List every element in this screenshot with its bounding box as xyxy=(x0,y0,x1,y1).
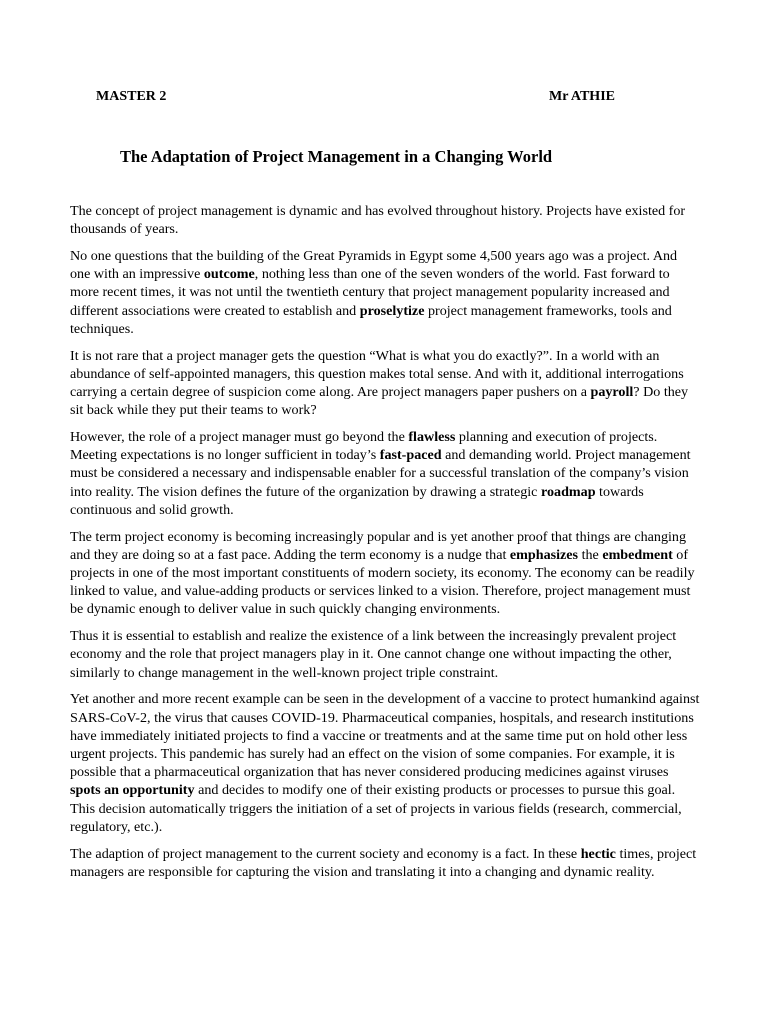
paragraph-text: The adaption of project management to the current society and economy is a fact. In these xyxy=(70,845,581,862)
emphasized-term: payroll xyxy=(590,384,634,401)
paragraph-text: It is not rare that a project manager gets the question “What is what you do exactly?”. In a world with an abundance of self-appointed managers, this question makes total sense. And with it, additional interrogations carrying a certain degree of suspicion come along. Are project managers paper pushers on a xyxy=(70,347,684,401)
paragraph xyxy=(70,202,700,238)
header-author: Mr ATHIE xyxy=(549,89,615,104)
emphasized-term: flawless xyxy=(408,429,456,446)
header-course: MASTER 2 xyxy=(96,89,167,104)
emphasized-term: roadmap xyxy=(540,483,596,500)
emphasized-term: hectic xyxy=(580,845,616,862)
paragraph-text: of projects in one of the most important constituents of modern society, its economy. The economy can be readily linked to value, and value-adding products or services linked to a vision. Therefore, project management must be dynamic enough to deliver value in such quickly changing environments. xyxy=(70,546,695,618)
paragraph-text: Yet another and more recent example can be seen in the development of a vaccine to protect humankind against SARS-CoV-2, the virus that causes COVID-19. Pharmaceutical companies, hospitals, and research institutions have immediately initiated projects to find a vaccine or treatments and at the same time put on hold other less urgent projects. This pandemic has surely had an effect on the vision of some companies. For example, it is possible that a pharmaceutical organization that has never considered producing medicines against viruses xyxy=(70,691,700,781)
emphasized-term: emphasizes xyxy=(509,546,579,563)
paragraph xyxy=(70,247,700,338)
paragraph-text: and demanding world. Project management must be considered a necessary and indispensable enabler for a successful translation of the company’s vision into reality. The vision defines the future of the organization by drawing a strategic xyxy=(70,447,691,500)
paragraph-text: planning and execution of projects. Meeting expectations is no longer sufficient in today’s xyxy=(70,429,658,464)
paragraph-text: However, the role of a project manager must go beyond the xyxy=(70,429,409,446)
paragraph xyxy=(70,690,700,836)
paragraph-text: The concept of project management is dynamic and has evolved throughout history. Projects have existed for thousands of years. xyxy=(70,203,686,238)
document-body xyxy=(70,202,700,890)
emphasized-term: outcome xyxy=(203,266,255,283)
emphasized-term: embedment xyxy=(602,546,673,563)
paragraph-text: the xyxy=(578,546,603,563)
paragraph-text: times, project managers are responsible for capturing the vision and translating it into a changing and dynamic reality. xyxy=(70,845,697,880)
paragraph xyxy=(70,627,700,682)
paragraph-text: The term project economy is becoming increasingly popular and is yet another proof that things are changing and they are doing so at a fast pace. Adding the term economy is a nudge that xyxy=(70,528,687,563)
emphasized-term: fast-paced xyxy=(379,447,442,464)
paragraph-text: towards continuous and solid growth. xyxy=(70,483,644,518)
paragraph-text: project management frameworks, tools and techniques. xyxy=(70,302,672,337)
paragraph xyxy=(70,528,700,619)
paragraph xyxy=(70,347,700,420)
paragraph-text: and decides to modify one of their existing products or processes to pursue this goal. This decision automatically triggers the initiation of a set of projects in various fields (research, commercial, regulatory, etc.). xyxy=(70,782,682,835)
document-title: The Adaptation of Project Management in a Changing World xyxy=(120,147,553,166)
emphasized-term: spots an opportunity xyxy=(70,782,195,799)
paragraph xyxy=(70,845,700,881)
paragraph xyxy=(70,428,700,519)
paragraph-text: Thus it is essential to establish and realize the existence of a link between the increasingly prevalent project economy and the role that project managers play in it. One cannot change one without impacting the other, similarly to change management in the well-known project triple constraint. xyxy=(70,628,677,681)
paragraph-text: ? Do they sit back while they put their teams to work? xyxy=(70,384,689,419)
emphasized-term: proselytize xyxy=(359,302,425,319)
paragraph-text: No one questions that the building of the Great Pyramids in Egypt some 4,500 years ago was a project. And one with an impressive xyxy=(70,248,678,283)
paragraph-text: , nothing less than one of the seven wonders of the world. Fast forward to more recent times, it was not until the twentieth century that project management popularity increased and different associations were created to establish and xyxy=(70,266,670,319)
